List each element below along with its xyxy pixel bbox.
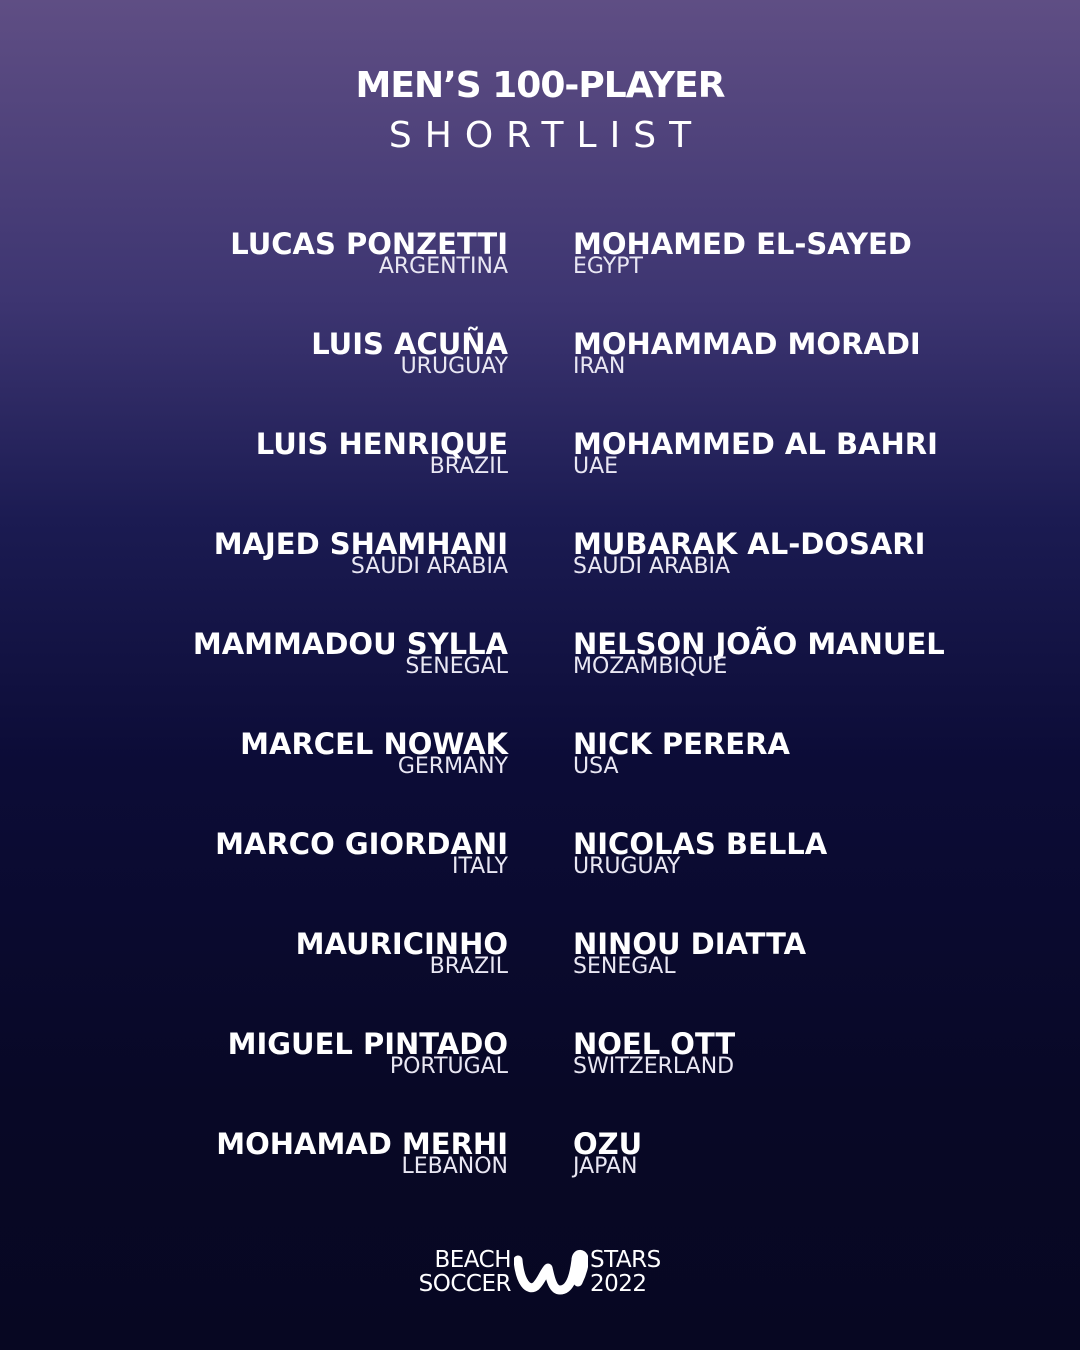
- player-entry: [573, 426, 938, 478]
- logo-text-beach: BEACH: [434, 1247, 511, 1273]
- player-country: SAUDI ARABIA: [573, 554, 731, 579]
- player-entry: [296, 926, 508, 978]
- player-country: URUGUAY: [573, 854, 681, 879]
- player-name: MIGUEL PINTADO: [227, 1027, 508, 1061]
- player-name: NINOU DIATTA: [573, 927, 807, 961]
- player-country: GERMANY: [397, 754, 508, 779]
- player-country: BRAZIL: [429, 954, 508, 979]
- player-name: MOHAMED EL-SAYED: [573, 227, 912, 261]
- player-name: MAURICINHO: [295, 927, 508, 961]
- player-entry: [240, 726, 508, 778]
- header: [0, 60, 1080, 160]
- logo-text-soccer: SOCCER: [418, 1271, 511, 1297]
- player-entry: [311, 326, 508, 378]
- brand-logo: [0, 1246, 1080, 1302]
- player-row: [0, 426, 1080, 526]
- player-name: MOHAMMED AL BAHRI: [573, 427, 938, 461]
- player-country: MOZAMBIQUE: [573, 654, 728, 679]
- player-country: SWITZERLAND: [573, 1054, 735, 1079]
- player-entry: [573, 526, 925, 578]
- player-row: [0, 1026, 1080, 1126]
- player-name: MUBARAK AL-DOSARI: [573, 527, 926, 561]
- player-row: [0, 926, 1080, 1026]
- player-country: LEBANON: [401, 1154, 508, 1179]
- player-entry: [573, 726, 790, 778]
- logo-text-stars: STARS: [590, 1247, 661, 1273]
- player-row: [0, 626, 1080, 726]
- player-country: PORTUGAL: [389, 1054, 508, 1079]
- player-row: [0, 526, 1080, 626]
- player-name: MARCEL NOWAK: [240, 727, 508, 761]
- player-row: [0, 726, 1080, 826]
- player-row: [0, 326, 1080, 426]
- player-entry: [214, 526, 508, 578]
- player-country: UAE: [573, 454, 619, 479]
- logo-text-year: 2022: [590, 1271, 647, 1297]
- player-name: LUIS HENRIQUE: [255, 427, 508, 461]
- player-row: [0, 826, 1080, 926]
- player-entry: [573, 226, 912, 278]
- player-country: SENEGAL: [405, 654, 508, 679]
- player-name: MAMMADOU SYLLA: [192, 627, 508, 661]
- logo-wordmark-left: [419, 1248, 511, 1296]
- player-entry: [573, 926, 806, 978]
- player-name: MOHAMMAD MORADI: [573, 327, 921, 361]
- player-row: [0, 1126, 1080, 1226]
- ww-wave-logo-icon: [514, 1246, 588, 1298]
- player-entry: [193, 626, 508, 678]
- logo-wordmark-right: [590, 1248, 661, 1296]
- player-entry: [215, 826, 508, 878]
- player-country: IRAN: [573, 354, 626, 379]
- player-name: MOHAMAD MERHI: [216, 1127, 508, 1161]
- player-entry: [573, 1026, 735, 1078]
- player-country: BRAZIL: [429, 454, 508, 479]
- player-name: NICK PERERA: [573, 727, 790, 761]
- player-country: SENEGAL: [573, 954, 676, 979]
- player-name: NICOLAS BELLA: [573, 827, 828, 861]
- player-list: [0, 226, 1080, 1226]
- player-name: LUIS ACUÑA: [311, 327, 508, 361]
- player-name: MARCO GIORDANI: [215, 827, 508, 861]
- player-entry: [573, 326, 921, 378]
- player-country: USA: [573, 754, 619, 779]
- player-country: URUGUAY: [400, 354, 508, 379]
- player-entry: [573, 626, 945, 678]
- player-entry: [573, 1126, 642, 1178]
- player-row: [0, 226, 1080, 326]
- player-country: EGYPT: [573, 254, 643, 279]
- player-entry: [256, 426, 508, 478]
- player-entry: [230, 226, 508, 278]
- player-name: LUCAS PONZETTI: [230, 227, 508, 261]
- player-country: JAPAN: [573, 1154, 638, 1179]
- player-name: OZU: [573, 1127, 643, 1161]
- player-country: ITALY: [451, 854, 508, 879]
- player-name: NELSON JOÃO MANUEL: [573, 627, 945, 661]
- player-entry: [573, 826, 827, 878]
- player-country: SAUDI ARABIA: [350, 554, 508, 579]
- player-entry: [228, 1026, 508, 1078]
- player-country: ARGENTINA: [378, 254, 508, 279]
- title-sub: SHORTLIST: [388, 115, 705, 156]
- title-main: MEN’S 100-PLAYER: [355, 65, 725, 106]
- player-entry: [216, 1126, 508, 1178]
- player-name: MAJED SHAMHANI: [213, 527, 508, 561]
- player-name: NOEL OTT: [573, 1027, 736, 1061]
